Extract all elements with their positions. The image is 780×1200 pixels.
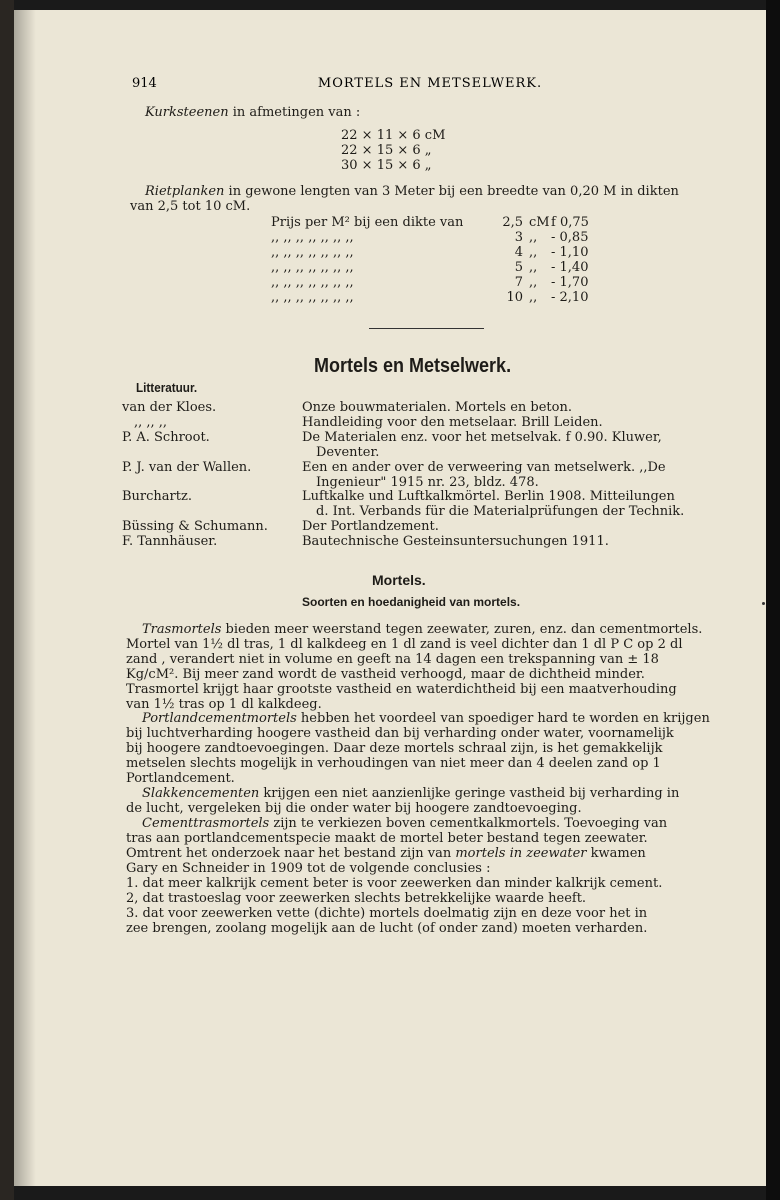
price-table [271,215,589,305]
body-text: krijgen een niet aanzienlijke geringe vastheid bij verharding in [259,786,680,801]
price-unit: ,, [529,230,538,245]
body-line: tras aan portlandcementspecie maakt de mortel beter bestand tegen zeewater. [126,831,648,846]
price-unit: ,, [529,260,538,275]
price-unit: ,, [529,275,538,290]
price-value: - 2,10 [551,290,589,305]
price-row [271,230,589,245]
price-thickness: 10 [506,290,523,305]
slakken-label: Slakkencementen [142,786,260,801]
price-value: - 1,10 [551,245,589,260]
lit-work: De Materialen enz. voor het metselvak. f 0.90. Kluwer, [302,430,662,445]
price-label: Prijs per M² bij een dikte van [271,215,464,230]
price-value: - 1,70 [551,275,589,290]
conclusion-item: 1. dat meer kalkrijk cement beter is voor zeewerken dan minder kalkrijk cement. [126,876,663,891]
lit-work: Deventer. [316,445,380,460]
lit-work: Luftkalke und Luftkalkmörtel. Berlin 1908. Mitteilungen [302,489,675,504]
body-line: Portlandcement. [126,771,235,786]
body-text: Omtrent het onderzoek naar het bestand zijn van [126,846,456,861]
riet-line-1 [145,184,679,199]
price-ditto: ,, ,, ,, ,, ,, ,, ,, [271,275,354,290]
lit-author: P. A. Schroot. [122,430,210,445]
riet-label: Rietplanken [145,184,225,199]
book-spine [0,0,14,1200]
price-unit: ,, [529,290,538,305]
body-line: bij luchtverharding hoogere vastheid dan bij verharding onder water, voornamelijk [126,726,674,741]
price-ditto: ,, ,, ,, ,, ,, ,, ,, [271,290,354,305]
price-row [271,215,589,230]
body-line [142,816,667,831]
price-value: - 1,40 [551,260,589,275]
lit-work: d. Int. Verbands für die Materialprüfungen der Technik. [316,504,685,519]
body-text: bieden meer weerstand tegen zeewater, zuren, enz. dan cementmortels. [221,622,703,637]
print-speck [762,602,765,605]
body-line [142,786,679,801]
conclusion-item: 3. dat voor zeewerken vette (dichte) mortels doelmatig zijn en deze voor het in [126,906,648,921]
body-line: Gary en Schneider in 1909 tot de volgende conclusies : [126,861,491,876]
price-thickness: 4 [514,245,523,260]
price-value: - 0,85 [551,230,589,245]
price-thickness: 5 [514,260,523,275]
kurk-size-2: 22 × 15 × 6 „ [341,143,432,158]
mortels-title: Mortels. [372,572,426,588]
body-line: metselen slechts mogelijk in verhoudingen van niet meer dan 4 deelen zand op 1 [126,756,661,771]
price-row [271,260,589,275]
price-row [271,290,589,305]
conclusion-item: 2, dat trastoeslag voor zeewerken slechts betrekkelijke waarde heeft. [126,891,587,906]
lit-work: Een en ander over de verweering van metselwerk. ,,De [302,460,666,475]
lit-author: Büssing & Schumann. [122,519,268,534]
kurk-intro-text: in afmetingen van : [228,105,361,120]
price-ditto: ,, ,, ,, ,, ,, ,, ,, [271,230,354,245]
trasmortels-label: Trasmortels [142,622,222,637]
lit-work: Bautechnische Gesteinsuntersuchungen 1911. [302,534,609,549]
body-line [126,846,646,861]
lit-author: P. J. van der Wallen. [122,460,252,475]
riet-line-2: van 2,5 tot 10 cM. [130,199,251,214]
kurk-label: Kurksteenen [145,105,229,120]
running-title: MORTELS EN METSELWERK. [317,76,543,91]
body-line: Kg/cM². Bij meer zand wordt de vastheid verhoogd, maar de dichtheid minder. [126,667,645,682]
zeewater-label: mortels in zeewater [455,846,587,861]
mortels-subtitle: Soorten en hoedanigheid van mortels. [302,595,521,609]
lit-author: van der Kloes. [122,400,217,415]
body-line [142,622,702,637]
riet-line-1-text: in gewone lengten van 3 Meter bij een breedte van 0,20 M in dikten [224,184,679,199]
gutter-shadow [14,10,36,1186]
page-edge [766,0,780,1200]
price-ditto: ,, ,, ,, ,, ,, ,, ,, [271,260,354,275]
price-ditto: ,, ,, ,, ,, ,, ,, ,, [271,245,354,260]
body-line: Mortel van 1½ dl tras, 1 dl kalkdeeg en 1 dl zand is veel dichter dan 1 dl P C op 2 dl [126,637,683,652]
body-line: Trasmortel krijgt haar grootste vastheid en waterdichtheid bij een maatverhouding [126,682,677,697]
kurk-size-3: 30 × 15 × 6 „ [341,158,432,173]
body-line: zand , verandert niet in volume en geeft na 14 dagen een trekspanning van ± 18 [126,652,659,667]
lit-work: Der Portlandzement. [302,519,439,534]
body-text: kwamen [586,846,646,861]
price-thickness: 2,5 [502,215,523,230]
lit-work: Handleiding voor den metselaar. Brill Leiden. [302,415,603,430]
price-thickness: 3 [514,230,523,245]
body-line: bij hoogere zandtoevoegingen. Daar deze mortels schraal zijn, is het gemakkelijk [126,741,663,756]
price-value: f 0,75 [551,215,589,230]
price-unit: cM [529,215,550,230]
price-row [271,275,589,290]
section-divider [369,328,484,329]
body-line: de lucht, vergeleken bij die onder water bij hoogere zandtoevoeging. [126,801,582,816]
kurk-size-1: 22 × 11 × 6 cM [341,128,446,143]
lit-author: ,, ,, ,, [134,415,168,430]
literature-title: Litteratuur. [136,380,198,395]
kurk-intro [145,105,360,120]
section-title: Mortels en Metselwerk. [314,355,512,377]
body-line: van 1½ tras op 1 dl kalkdeeg. [126,697,322,712]
cementtras-label: Cementtrasmortels [142,816,270,831]
body-line [142,711,710,726]
price-row [271,245,589,260]
portland-label: Portlandcementmortels [142,711,297,726]
price-unit: ,, [529,245,538,260]
body-text: hebben het voordeel van spoediger hard te worden en krijgen [296,711,710,726]
page-number: 914 [132,76,157,91]
page [14,10,766,1186]
lit-work: Onze bouwmaterialen. Mortels en beton. [302,400,572,415]
page-header [132,76,728,94]
lit-author: Burchartz. [122,489,192,504]
conclusion-item: zee brengen, zoolang mogelijk aan de lucht (of onder zand) moeten verharden. [126,921,648,936]
body-text: zijn te verkiezen boven cementkalkmortels. Toevoeging van [269,816,668,831]
lit-work: Ingenieur" 1915 nr. 23, bldz. 478. [316,475,539,490]
lit-author: F. Tannhäuser. [122,534,218,549]
price-thickness: 7 [514,275,523,290]
